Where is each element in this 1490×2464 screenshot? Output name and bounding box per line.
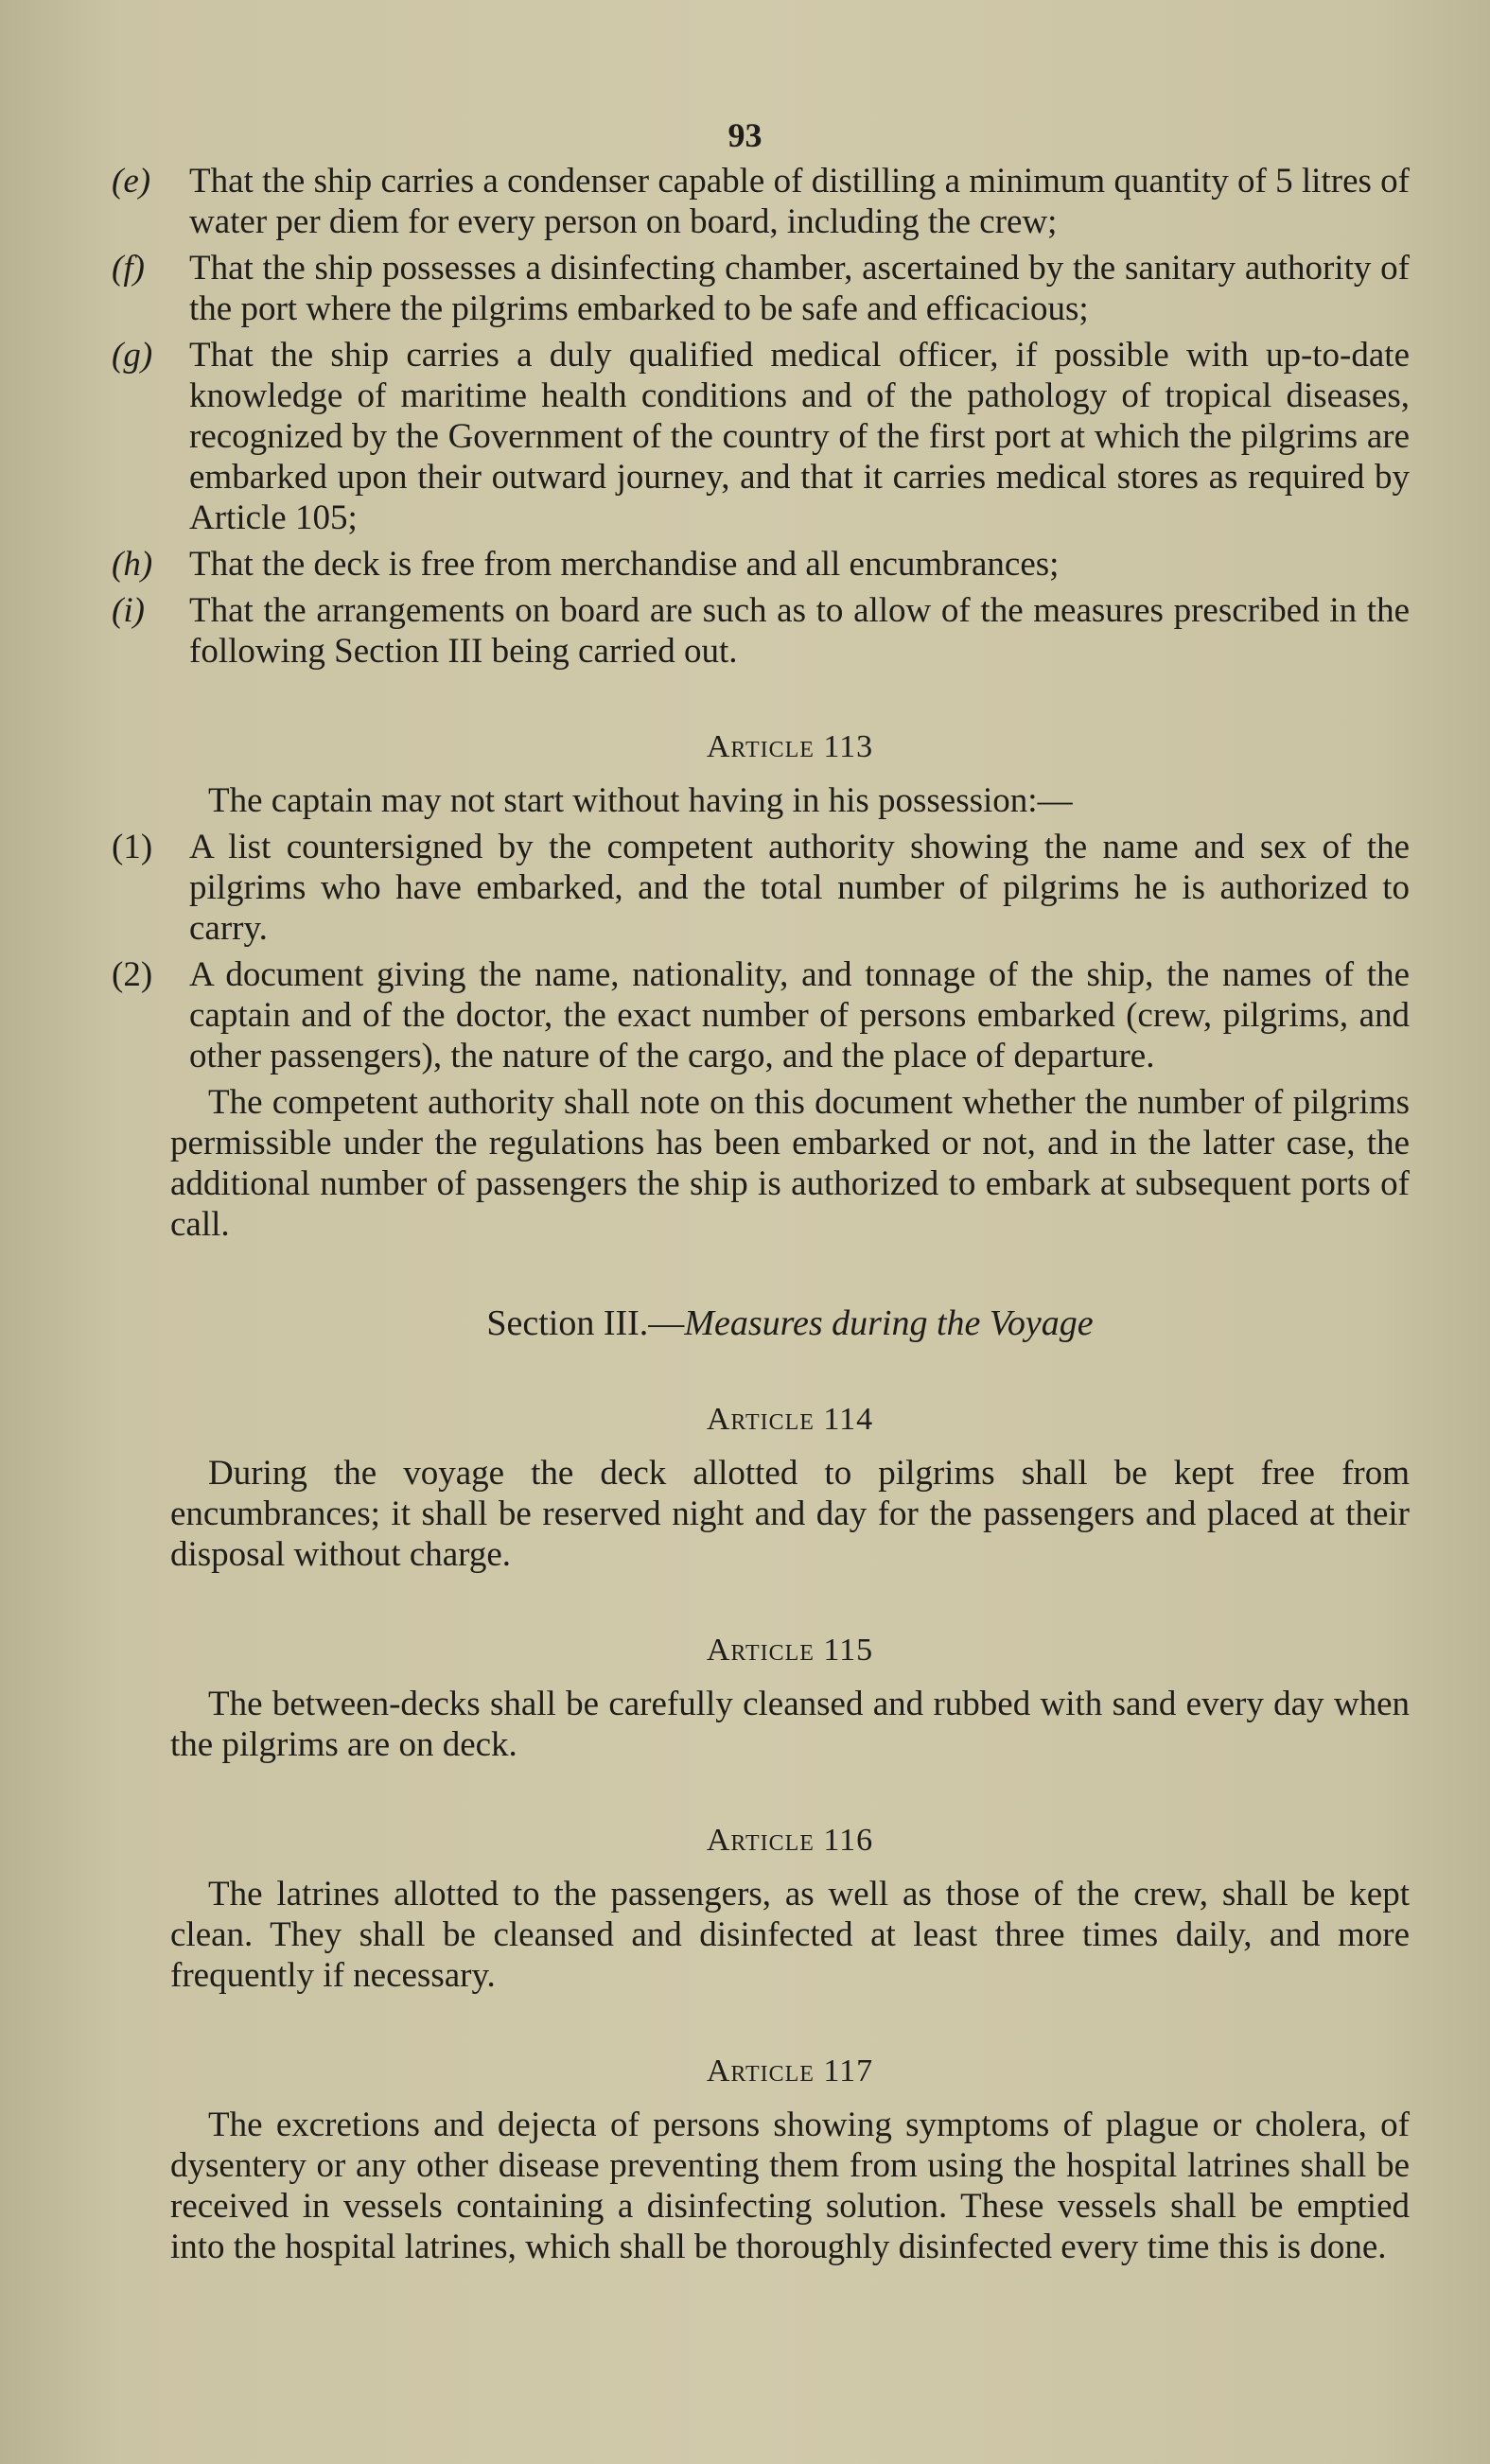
article-115-text: The between-decks shall be carefully cleansed and rubbed with sand every day when the pilgrims are on deck. [170, 1685, 1410, 1764]
page-number: 93 [727, 116, 763, 154]
item-mark: (2) [112, 955, 153, 994]
clause-text: That the ship carries a duly qualified medical officer, if possible with up-to-date knowledge of maritime health conditions and of the pathology of tropical diseases, recognized by the Government of the country of the first port at which the pilgrims are embarked upon their outward journey, and that it carries medical stores as required by Article 105; [189, 336, 1410, 537]
article-114-heading: Article 114 [706, 1402, 874, 1437]
clause-text: That the ship carries a condenser capable of distilling a minimum quantity of 5 litres of water per diem for every person on board, including the crew; [189, 162, 1410, 241]
item-text: A list countersigned by the competent authority showing the name and sex of the pilgrims who have embarked, and the total number of pilgrims he is authorized to carry. [189, 828, 1410, 948]
clause-mark: (i) [112, 591, 145, 630]
clause-h [112, 544, 1410, 585]
page-body [112, 161, 1410, 2273]
item-mark: (1) [112, 828, 153, 866]
clause-text: That the deck is free from merchandise and all encumbrances; [189, 545, 1060, 584]
article-117-heading: Article 117 [706, 2053, 874, 2088]
clause-mark: (e) [112, 162, 151, 201]
article-116-heading: Article 116 [706, 1823, 874, 1858]
clause-text: That the ship possesses a disinfecting chamber, ascertained by the sanitary authority of the port where the pilgrims embarked to be safe and efficacious; [189, 249, 1410, 328]
section-heading [170, 1303, 1410, 1344]
article-113-item-2 [112, 954, 1410, 1076]
clause-mark: (g) [112, 336, 153, 375]
clause-f [112, 248, 1410, 329]
clause-i [112, 590, 1410, 672]
article-116-text: The latrines allotted to the passengers, as well as those of the crew, shall be kept clean. They shall be cleansed and disinfected at least three times daily, and more frequently if necessary. [170, 1875, 1410, 1995]
article-113-item-1 [112, 827, 1410, 949]
article-113-heading: Article 113 [706, 729, 874, 764]
clause-mark: (h) [112, 545, 153, 584]
clause-mark: (f) [112, 249, 145, 288]
article-117-text: The excretions and dejecta of persons showing symptoms of plague or cholera, of dysentery or any other disease preventing them from using the hospital latrines shall be received in vessels containing a disinfecting solution. These vessels shall be emptied into the hospital latrines, which shall be thoroughly disinfected every time this is done. [170, 2106, 1410, 2266]
article-115-heading: Article 115 [706, 1633, 874, 1668]
clause-text: That the arrangements on board are such as to allow of the measures prescribed in the following Section III being carried out. [189, 591, 1410, 671]
clause-g [112, 335, 1410, 538]
section-title: Measures during the Voyage [684, 1303, 1094, 1343]
article-114-text: During the voyage the deck allotted to pilgrims shall be kept free from encumbrances; it shall be reserved night and day for the passengers and placed at their disposal without charge. [170, 1454, 1410, 1574]
item-text: A document giving the name, nationality, and tonnage of the ship, the names of the captain and of the doctor, the exact number of persons embarked (crew, pilgrims, and other passengers), the nature of the cargo, and the place of departure. [189, 955, 1410, 1075]
article-113-closing: The competent authority shall note on this document whether the number of pilgrims permissible under the regulations has been embarked or not, and in the latter case, the additional number of passengers the ship is authorized to embark at subsequent ports of call. [170, 1083, 1410, 1244]
clause-e [112, 161, 1410, 242]
section-prefix: Section III.— [486, 1303, 685, 1343]
article-113-intro: The captain may not start without having in his possession:— [208, 781, 1073, 820]
